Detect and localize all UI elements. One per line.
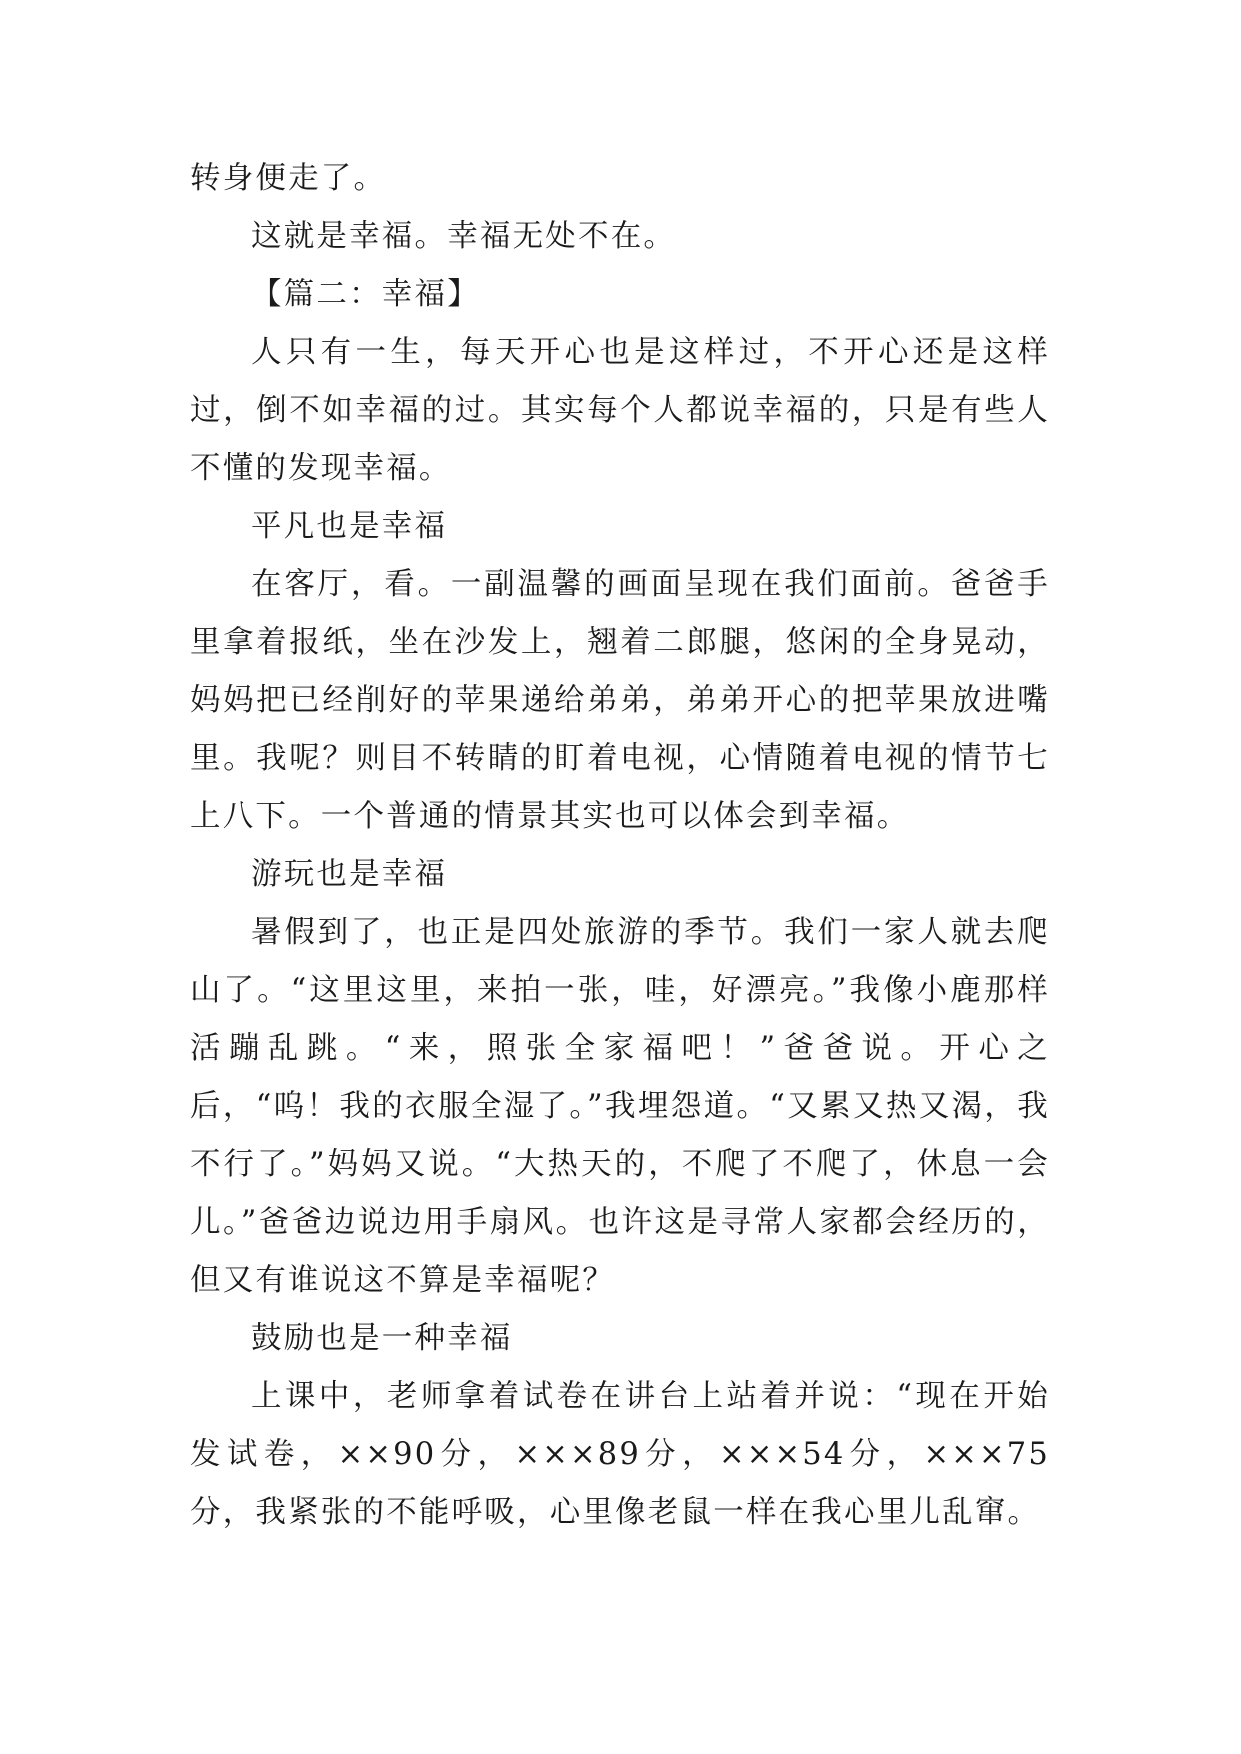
paragraph: 在客厅，看。一副温馨的画面呈现在我们面前。爸爸手里拿着报纸，坐在沙发上，翘着二郎腿，悠闲的全身晃动，妈妈把已经削好的苹果递给弟弟，弟弟开心的把苹果放进嘴里。我呢？则目不转睛的盯着电视，心情随着电视的情节七上八下。一个普通的情景其实也可以体会到幸福。	[190, 567, 1050, 834]
document-body	[190, 150, 1050, 1542]
paragraph: 这就是幸福。幸福无处不在。	[251, 219, 677, 254]
paragraph: 人只有一生，每天开心也是这样过，不开心还是这样过，倒不如幸福的过。其实每个人都说幸福的，只是有些人不懂的发现幸福。	[190, 335, 1050, 486]
paragraph: 转身便走了。	[190, 161, 387, 196]
subheading: 鼓励也是一种幸福	[251, 1321, 513, 1356]
section-heading: 【篇二：幸福】	[251, 277, 480, 312]
paragraph: 暑假到了，也正是四处旅游的季节。我们一家人就去爬山了。“这里这里，来拍一张，哇，好漂亮。”我像小鹿那样活蹦乱跳。“来，照张全家福吧！”爸爸说。开心之后，“呜！我的衣服全湿了。”我埋怨道。“又累又热又渴，我不行了。”妈妈又说。“大热天的，不爬了不爬了，休息一会儿。”爸爸边说边用手扇风。也许这是寻常人家都会经历的，但又有谁说这不算是幸福呢？	[190, 915, 1050, 1298]
subheading: 平凡也是幸福	[251, 509, 448, 544]
paragraph: 上课中，老师拿着试卷在讲台上站着并说：“现在开始发试卷，××90分，×××89分，×××54分，×××75分，我紧张的不能呼吸，心里像老鼠一样在我心里儿乱窜。	[190, 1379, 1050, 1530]
subheading: 游玩也是幸福	[251, 857, 448, 892]
